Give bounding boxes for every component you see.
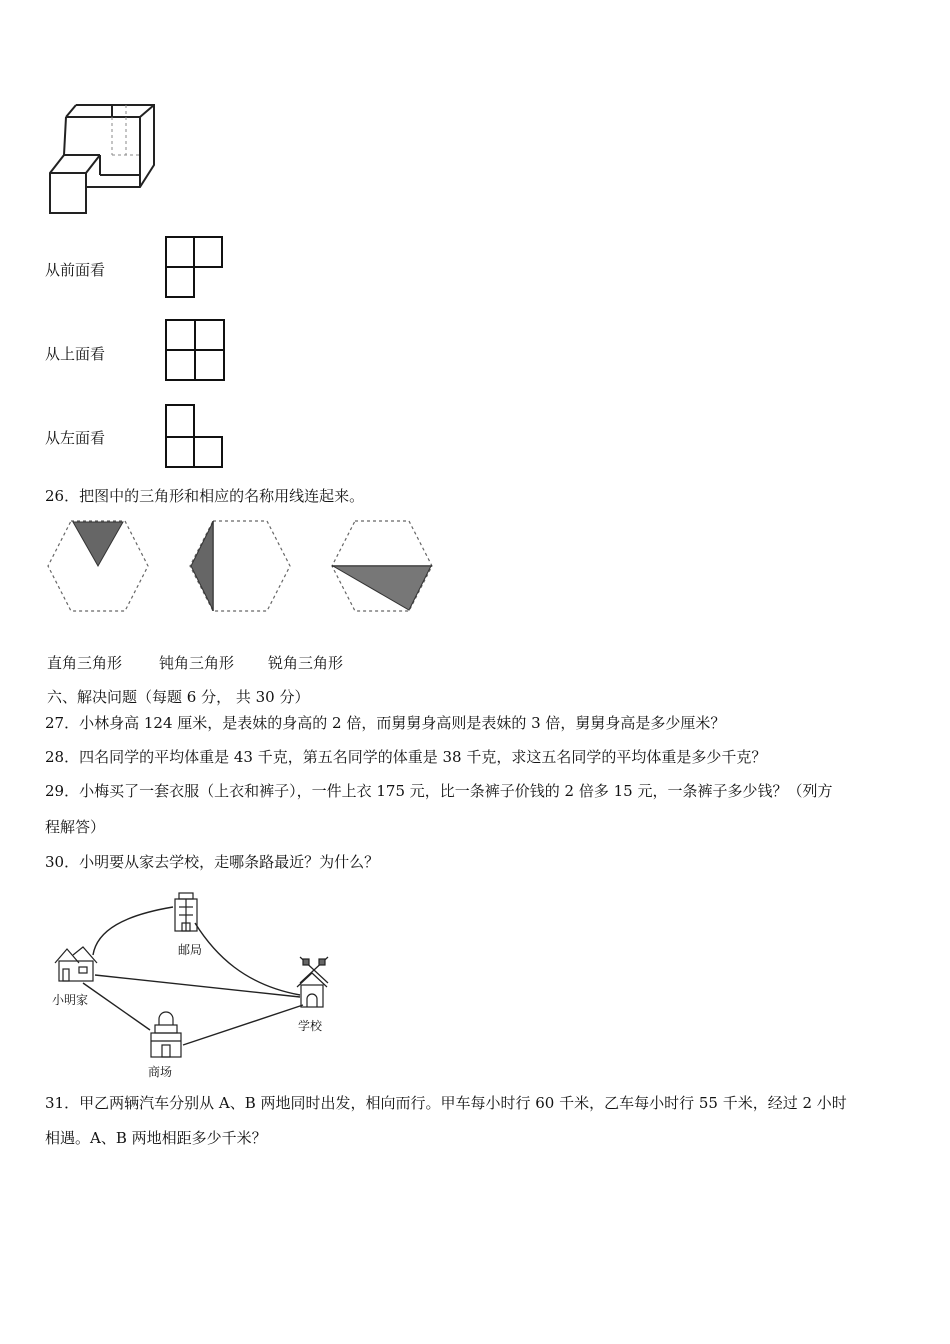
- hexagon-figure-2: [187, 518, 293, 614]
- front-view-figure: [164, 235, 226, 301]
- top-view-label: 从上面看: [45, 345, 106, 363]
- name-obtuse-triangle: 钝角三角形: [159, 654, 235, 672]
- question-26: 26．把图中的三角形和相应的名称用线连起来。: [45, 487, 365, 505]
- question-28: 28．四名同学的平均体重是 43 千克，第五名同学的体重是 38 千克，求这五名同学的平均体重是多少千克？: [45, 748, 767, 766]
- route-map: [45, 885, 345, 1085]
- section-6-title: 六、解决问题（每题 6 分， 共 30 分）: [47, 688, 310, 706]
- left-view-label: 从左面看: [45, 429, 106, 447]
- question-29-line-2: 程解答）: [45, 818, 106, 836]
- cube-stack-figure: [40, 95, 170, 225]
- home-icon: [55, 947, 97, 981]
- mall-icon: [151, 1012, 181, 1057]
- label-school: 学校: [298, 1019, 323, 1033]
- front-view-label: 从前面看: [45, 261, 106, 279]
- school-icon: [297, 957, 328, 1007]
- question-29-line-1: 29．小梅买了一套衣服（上衣和裤子），一件上衣 175 元，比一条裤子价钱的 2 倍多 15 元，一条裤子多少钱？（列方: [45, 782, 833, 800]
- hexagon-figure-1: [45, 518, 151, 614]
- label-home: 小明家: [52, 993, 89, 1007]
- hexagon-figure-3: [329, 518, 435, 614]
- post-office-icon: [175, 893, 197, 931]
- question-30: 30．小明要从家去学校，走哪条路最近？为什么？: [45, 853, 380, 871]
- label-mall: 商场: [148, 1065, 173, 1079]
- question-27: 27．小林身高 124 厘米，是表妹的身高的 2 倍，而舅舅身高则是表妹的 3 倍，舅舅身高是多少厘米？: [45, 714, 726, 732]
- left-view-figure: [164, 403, 226, 471]
- label-post-office: 邮局: [178, 943, 203, 957]
- name-acute-triangle: 锐角三角形: [268, 654, 344, 672]
- top-view-figure: [164, 318, 228, 384]
- question-31-line-1: 31．甲乙两辆汽车分别从 A、B 两地同时出发，相向而行。甲车每小时行 60 千米，乙车每小时行 55 千米，经过 2 小时: [45, 1094, 847, 1112]
- question-31-line-2: 相遇。A、B 两地相距多少千米？: [45, 1129, 267, 1147]
- name-right-triangle: 直角三角形: [47, 654, 123, 672]
